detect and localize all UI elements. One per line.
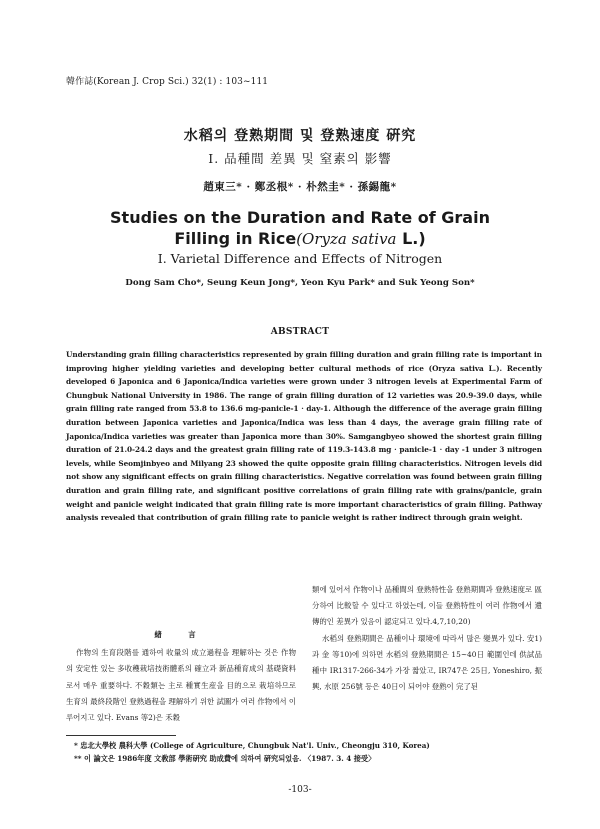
title-english-line1: Studies on the Duration and Rate of Grain — [110, 208, 490, 227]
title-english-species: (Oryza sativa — [296, 230, 397, 248]
footnote-affiliation: * 忠北大學校 農科大學 (College of Agriculture, Chungbuk Nat'l. Univ., Cheongju 310, Korea) — [74, 741, 430, 750]
footnote-divider — [66, 735, 176, 736]
title-english-part-b: L.) — [396, 229, 426, 248]
introduction-heading: 緖 言 — [154, 630, 208, 639]
title-english-part-a: Filling in Rice — [174, 229, 297, 248]
abstract-body: Understanding grain filling characteristics represented by grain filling duration and grain filling rate is important in improving higher yielding varieties and developing better cultural methods of rice (Oryza sativa L.). Recently developed 6 Japonica and 6 Japonica/Indica varieties were grown under 3 nitrogen levels at Experimental Farm of Chungbuk National University in 1986. The range of grain filling duration of 12 varieties was 20.9-39.0 days, while grain filling rate ranged from 53.8 to 136.6 mg-panicle-1 · day-1. Although the difference of the average grain filling duration between Japonica varieties and Japonica/Indica was less than 4 days, the average grain filling rate of Japonica/Indica varieties was greater than Japonica more than 30%. Samgangbyeo showed the shortest grain filling duration of 21.0-24.2 days and the greatest grain filling rate of 119.3-143.8 mg · panicle-1 · day -1 under 3 nitrogen levels, while Seomjinbyeo and Milyang 23 showed the quite opposite grain filling characteristics. Nitrogen levels did not show any significant effects on grain filling characteristics. Negative correlation was found between grain filling duration and grain filling rate, and significant positive correlations of grain filling rate with grains/panicle, grain weight and panicle weight indicated that grain filling rate is more important characteristics of grain filling. Pathway analysis revealed that contribution of grain filling rate to panicle weight is rather indirect through grain weight. — [66, 350, 542, 523]
right-column-paragraph-2: 水稻의 登熟期間은 品種이나 環境에 따라서 많은 變異가 있다. 安1)과 金 等10)에 의하면 水稻의 登熟期間은 15~40日 範圍인데 供試品種中 IR1317-266-34가 가장 짧았고, IR747은 25日, Yoneshiro, 振興, 水原 256號 등은 40日이 되어야 登熟이 完了된 — [312, 633, 542, 692]
footnote-funding: ** 이 論文은 1986年度 文敎部 學術硏究 助成費에 의하여 硏究되었음. 〈1987. 3. 4 接受〉 — [74, 754, 376, 763]
page-number: -103- — [288, 785, 312, 795]
right-column — [312, 582, 542, 695]
authors-english: Dong Sam Cho*, Seung Keun Jong*, Yeon Kyu Park* and Suk Yeong Son* — [125, 278, 475, 288]
title-korean: 水稻의 登熟期間 및 登熟速度 硏究 — [183, 128, 417, 144]
abstract-heading: ABSTRACT — [270, 327, 330, 337]
journal-reference: 韓作誌(Korean J. Crop Sci.) 32(1) : 103~111 — [66, 77, 269, 87]
right-column-paragraph-1: 類에 있어서 作物이나 品種間의 登熟特性을 登熟期間과 登熟速度로 區分하여 比較할 수 있다고 하였는데, 이들 登熟特性이 여러 作物에서 遺傳的인 差異가 있음이 認定되고 있다.4,7,10,20) — [312, 585, 542, 627]
left-column — [66, 627, 296, 726]
subtitle-english: Ⅰ. Varietal Difference and Effects of Nitrogen — [157, 251, 443, 266]
title-english-line2 — [0, 228, 600, 250]
left-column-paragraph: 作物의 生育段階를 通하여 收量의 成立過程을 理解하는 것은 作物의 安定性 있는 多收穫栽培技術體系의 確立과 新品種育成의 基礎資料로서 매우 重要하다. 不穀類는 主로 種實生産을 目的으로 栽培하므로 生育의 最終段階인 登熟過程을 理解하기 위한 試圖가 여러 作物에서 이루어지고 있다. Evans 等2)은 禾穀 — [66, 648, 296, 723]
authors-korean: 趙東三* · 鄭丞根* · 朴然圭* · 孫錫龍* — [203, 181, 397, 193]
subtitle-korean: Ⅰ. 品種間 差異 및 窒素의 影響 — [208, 151, 392, 166]
